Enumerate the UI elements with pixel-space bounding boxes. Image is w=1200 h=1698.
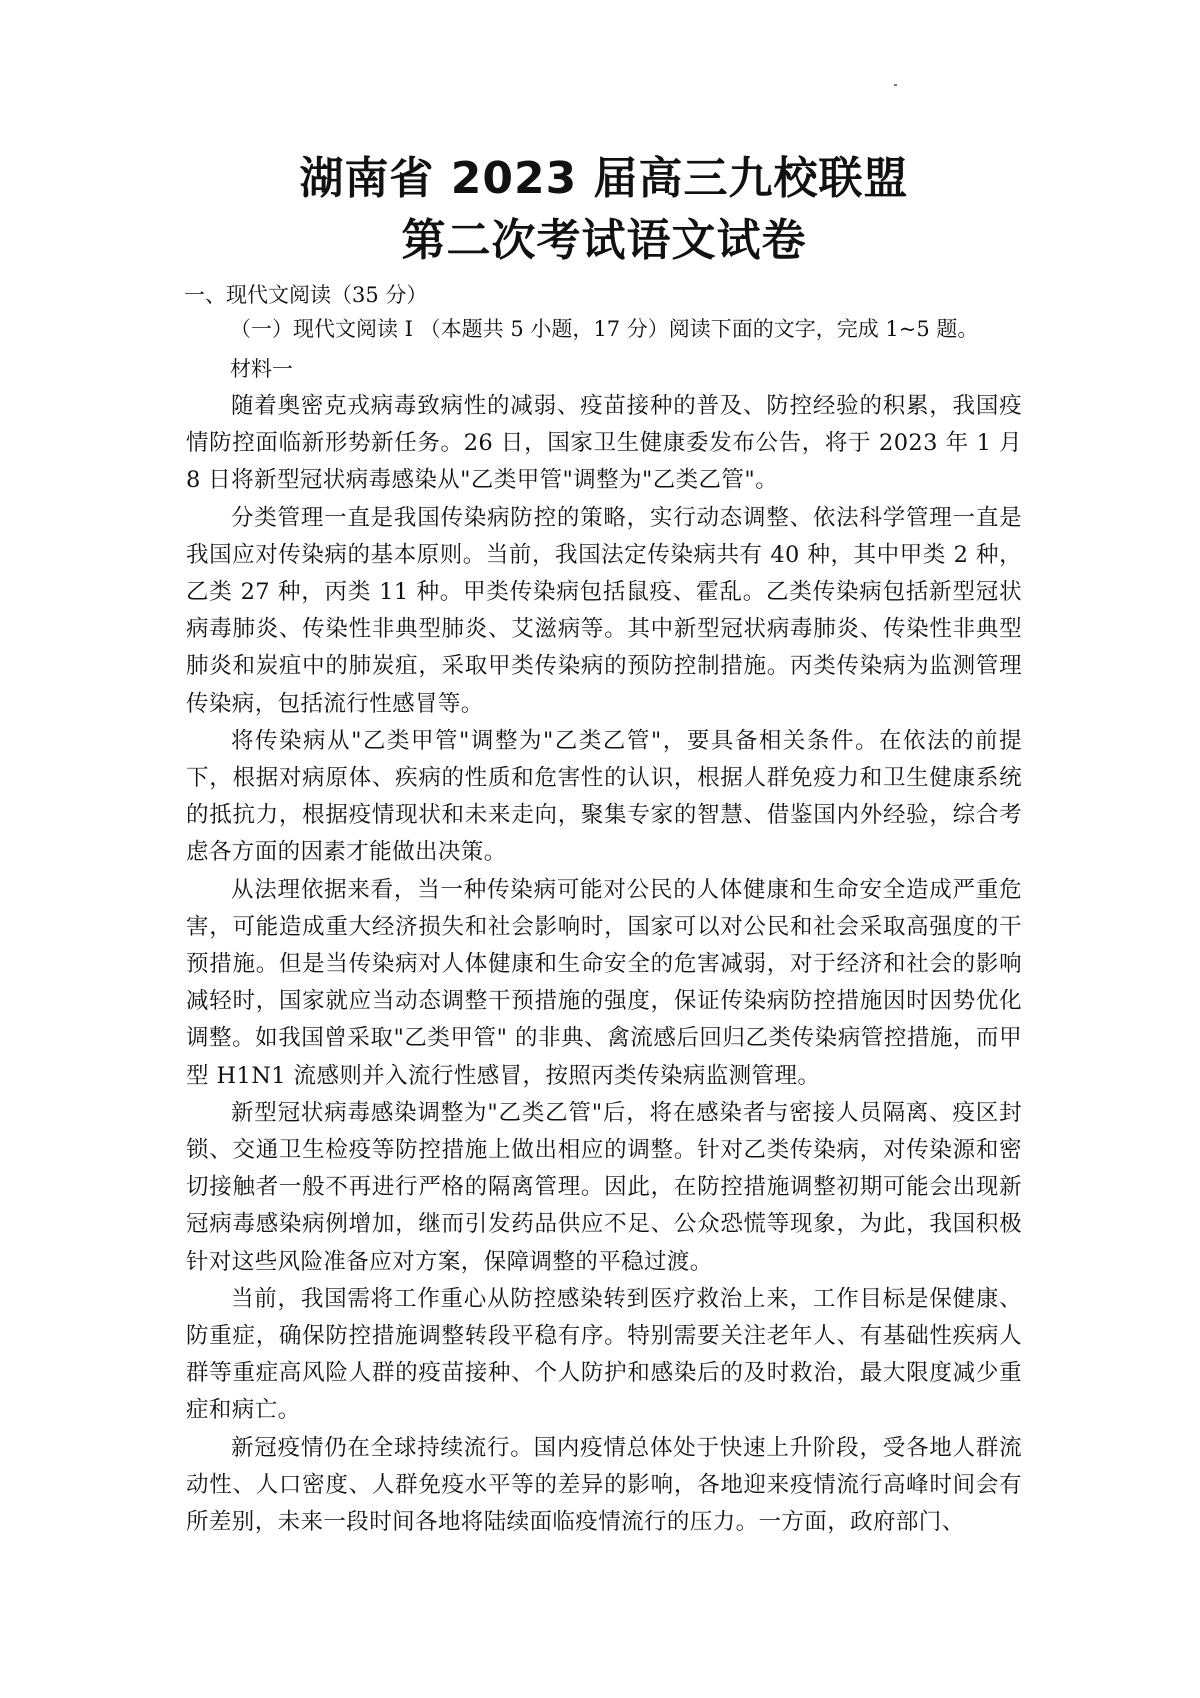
paragraph: 随着奥密克戎病毒致病性的减弱、疫苗接种的普及、防控经验的积累，我国疫情防控面临新形势新任务。26 日，国家卫生健康委发布公告，将于 2023 年 1 月 8 日将新型冠状病毒感染从"乙类甲管"调整为"乙类乙管"。	[186, 393, 1022, 494]
exam-page	[186, 148, 1022, 1541]
paragraph: 新冠疫情仍在全球持续流行。国内疫情总体处于快速上升阶段，受各地人群流动性、人口密度、人群免疫水平等的差异的影响，各地迎来疫情流行高峰时间会有所差别，未来一段时间各地将陆续面临疫情流行的压力。一方面，政府部门、	[186, 1434, 1022, 1536]
exam-title-line-2: 第二次考试语文试卷	[401, 215, 807, 266]
exam-title-line-1: 湖南省 2023 届高三九校联盟	[299, 153, 909, 204]
paragraph: 当前，我国需将工作重心从防控感染转到医疗救治上来，工作目标是保健康、防重症，确保防控措施调整转段平稳有序。特别需要关注老年人、有基础性疾病人群等重症高风险人群的疫苗接种、个人防护和感染后的及时救治，最大限度减少重症和病亡。	[186, 1285, 1022, 1424]
paragraph: 分类管理一直是我国传染病防控的策略，实行动态调整、依法科学管理一直是我国应对传染病的基本原则。当前，我国法定传染病共有 40 种，其中甲类 2 种，乙类 27 种，丙类 11 种。甲类传染病包括鼠疫、霍乱。乙类传染病包括新型冠状病毒肺炎、传染性非典型肺炎、艾滋病等。其中新型冠状病毒肺炎、传染性非典型肺炎和炭疽中的肺炭疽，采取甲类传染病的预防控制措施。丙类传染病为监测管理传染病，包括流行性感冒等。	[186, 504, 1022, 717]
material-label: 材料一	[230, 357, 293, 381]
scan-speck	[894, 84, 897, 86]
paragraph: 将传染病从"乙类甲管"调整为"乙类乙管"，要具备相关条件。在依法的前提下，根据对病原体、疾病的性质和危害性的认识，根据人群免疫力和卫生健康系统的抵抗力，根据疫情现状和未来走向，聚集专家的智慧、借鉴国内外经验，综合考虑各方面的因素才能做出决策。	[186, 727, 1022, 866]
paragraph: 从法理依据来看，当一种传染病可能对公民的人体健康和生命安全造成严重危害，可能造成重大经济损失和社会影响时，国家可以对公民和社会采取高强度的干预措施。但是当传染病对人体健康和生命安全的危害减弱，对于经济和社会的影响减轻时，国家就应当动态调整干预措施的强度，保证传染病防控措施因时因势优化调整。如我国曾采取"乙类甲管" 的非典、禽流感后回归乙类传染病管控措施，而甲型 H1N1 流感则并入流行性感冒，按照丙类传染病监测管理。	[186, 876, 1022, 1089]
section-heading: 一、现代文阅读（35 分）	[184, 283, 428, 307]
paragraph: 新型冠状病毒感染调整为"乙类乙管"后，将在感染者与密接人员隔离、疫区封锁、交通卫生检疫等防控措施上做出相应的调整。针对乙类传染病，对传染源和密切接触者一般不再进行严格的隔离管理。因此，在防控措施调整初期可能会出现新冠病毒感染病例增加，继而引发药品供应不足、公众恐慌等现象，为此，我国积极针对这些风险准备应对方案，保障调整的平稳过渡。	[186, 1099, 1022, 1275]
section-instructions: （一）现代文阅读 I （本题共 5 小题，17 分）阅读下面的文字，完成 1~5 题。	[230, 317, 979, 341]
